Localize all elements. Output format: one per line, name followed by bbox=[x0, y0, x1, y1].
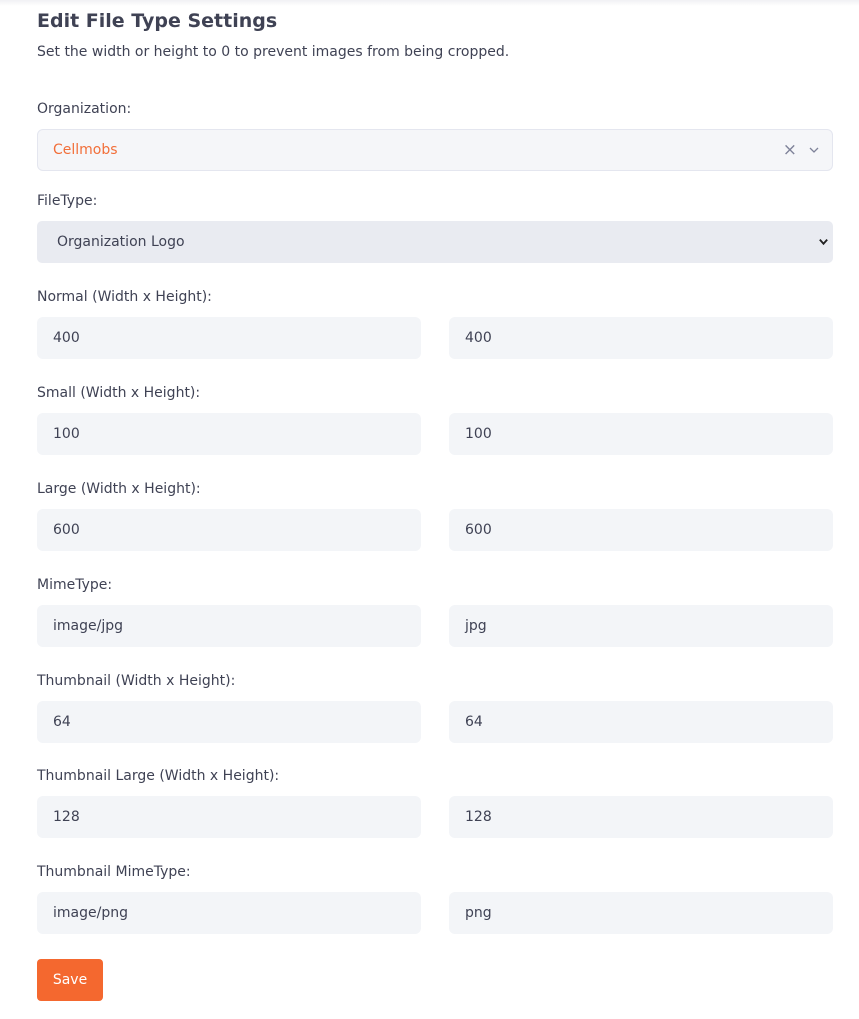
organization-select[interactable] bbox=[37, 129, 833, 171]
save-button[interactable]: Save bbox=[37, 959, 103, 1001]
thumbnail-mimetype-input[interactable]: image/png bbox=[37, 892, 421, 934]
thumbnail-mimetype-label: Thumbnail MimeType: bbox=[37, 864, 191, 880]
top-shadow bbox=[0, 0, 859, 6]
small-height-input[interactable]: 100 bbox=[449, 413, 833, 455]
organization-label: Organization: bbox=[37, 101, 132, 117]
filetype-selected-value: Organization Logo bbox=[57, 234, 185, 250]
thumbnail-width-input[interactable]: 64 bbox=[37, 701, 421, 743]
thumbnail-large-height-input[interactable]: 128 bbox=[449, 796, 833, 838]
thumbnail-mimetype-extension-input[interactable]: png bbox=[449, 892, 833, 934]
thumbnail-height-input[interactable]: 64 bbox=[449, 701, 833, 743]
mimetype-extension-input[interactable]: jpg bbox=[449, 605, 833, 647]
normal-width-input[interactable]: 400 bbox=[37, 317, 421, 359]
chevron-down-icon[interactable] bbox=[808, 144, 820, 156]
page-title: Edit File Type Settings bbox=[37, 10, 278, 32]
thumbnail-large-width-input[interactable]: 128 bbox=[37, 796, 421, 838]
large-width-input[interactable]: 600 bbox=[37, 509, 421, 551]
large-height-input[interactable]: 600 bbox=[449, 509, 833, 551]
organization-selected-value: Cellmobs bbox=[53, 142, 118, 158]
filetype-label: FileType: bbox=[37, 193, 98, 209]
small-width-input[interactable]: 100 bbox=[37, 413, 421, 455]
mimetype-label: MimeType: bbox=[37, 577, 113, 593]
mimetype-input[interactable]: image/jpg bbox=[37, 605, 421, 647]
thumbnail-size-label: Thumbnail (Width x Height): bbox=[37, 673, 236, 689]
filetype-select[interactable] bbox=[37, 221, 833, 263]
small-size-label: Small (Width x Height): bbox=[37, 385, 201, 401]
thumbnail-large-size-label: Thumbnail Large (Width x Height): bbox=[37, 768, 280, 784]
normal-size-label: Normal (Width x Height): bbox=[37, 289, 212, 305]
page-subtitle: Set the width or height to 0 to prevent images from being cropped. bbox=[37, 44, 510, 60]
clear-icon[interactable]: × bbox=[782, 140, 797, 160]
chevron-down-icon[interactable] bbox=[818, 236, 829, 247]
normal-height-input[interactable]: 400 bbox=[449, 317, 833, 359]
large-size-label: Large (Width x Height): bbox=[37, 481, 201, 497]
